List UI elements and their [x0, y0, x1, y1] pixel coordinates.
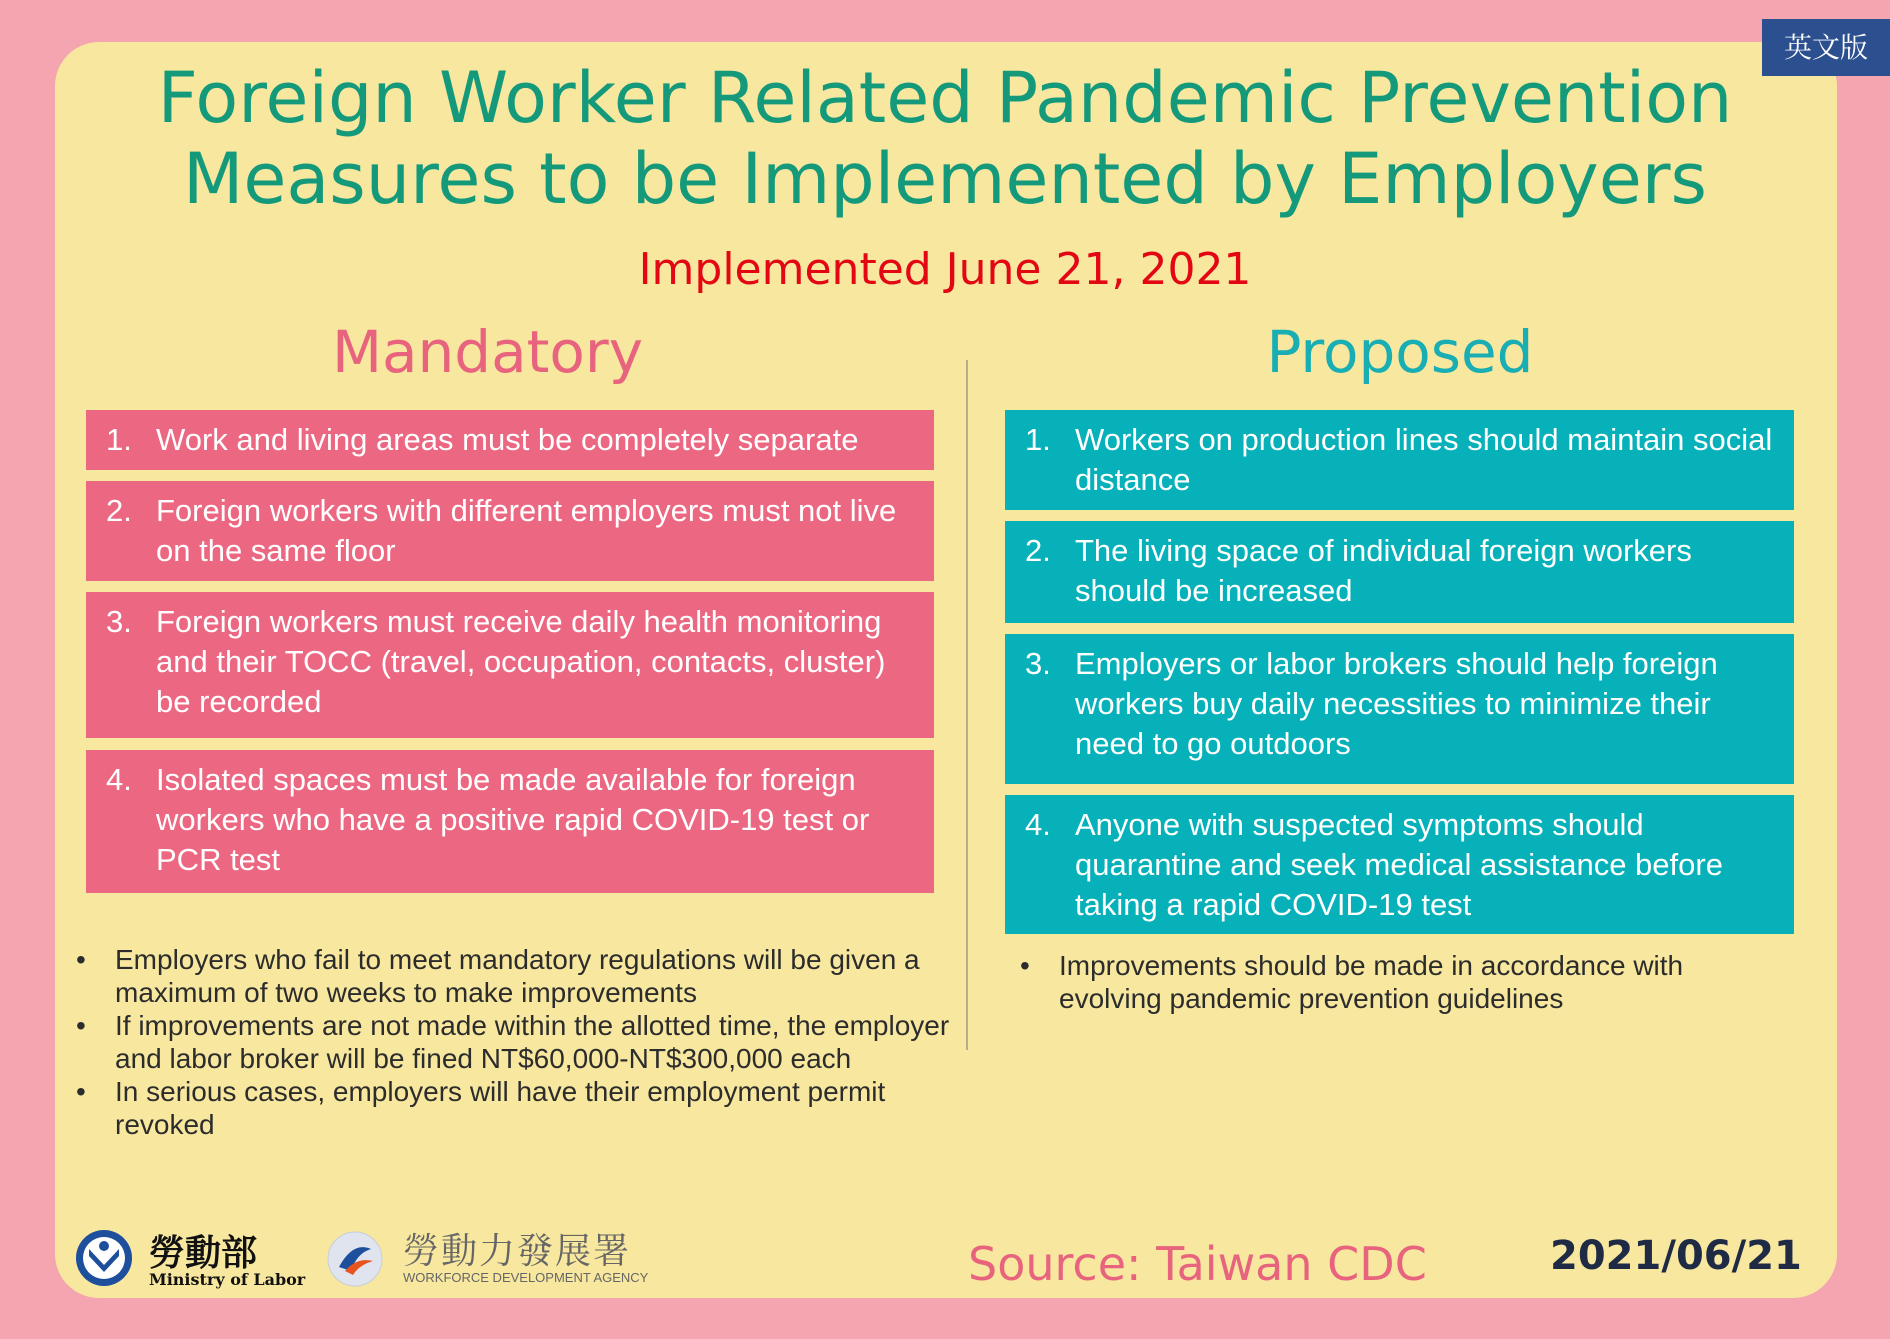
mandatory-notes [76, 943, 956, 1141]
item-number: 3. [106, 604, 132, 639]
title-line-1: Foreign Worker Related Pandemic Prevention [157, 57, 1733, 139]
bullet-icon: • [76, 944, 86, 975]
source-credit: Source: Taiwan CDC [968, 1237, 1427, 1291]
mandatory-heading: Mandatory [331, 318, 644, 386]
item-text: The living space of individual foreign workers should be increased [1075, 533, 1692, 608]
bullet-icon: • [1020, 950, 1030, 981]
note-item: • Employers who fail to meet mandatory regulations will be given a maximum of two weeks to make improvements [76, 944, 920, 1008]
workforce-agency-logo-icon [327, 1231, 383, 1287]
mandatory-item [86, 592, 934, 738]
column-divider [966, 360, 968, 1050]
item-number: 4. [106, 762, 132, 797]
agency-chinese-name: 勞動力發展署 [403, 1231, 632, 1272]
item-number: 2. [106, 493, 132, 528]
proposed-item [1005, 410, 1794, 510]
proposed-item [1005, 634, 1794, 784]
item-number: 2. [1025, 533, 1051, 568]
item-text: Workers on production lines should maintain social distance [1075, 422, 1773, 497]
language-badge[interactable]: 英文版 [1762, 19, 1890, 76]
page-title [0, 58, 1890, 220]
proposed-item [1005, 795, 1794, 934]
item-number: 4. [1025, 807, 1051, 842]
item-text: Anyone with suspected symptoms should quarantine and seek medical assistance before taking a rapid COVID-19 test [1075, 807, 1723, 922]
proposed-item [1005, 521, 1794, 623]
proposed-notes [1020, 949, 1760, 1015]
item-text: Employers or labor brokers should help foreign workers buy daily necessities to minimize their need to go outdoors [1075, 646, 1718, 761]
note-item: • Improvements should be made in accordance with evolving pandemic prevention guidelines [1020, 950, 1684, 1014]
note-item: • In serious cases, employers will have their employment permit revoked [76, 1076, 886, 1140]
ministry-english-name: Ministry of Labor [149, 1270, 306, 1289]
mandatory-item [86, 410, 934, 470]
item-number: 1. [1025, 422, 1051, 457]
title-line-2: Measures to be Implemented by Employers [182, 138, 1708, 220]
publish-date: 2021/06/21 [1550, 1233, 1802, 1279]
item-text: Work and living areas must be completely separate [156, 422, 859, 457]
agency-english-name: WORKFORCE DEVELOPMENT AGENCY [403, 1270, 649, 1285]
item-text: Foreign workers must receive daily health monitoring and their TOCC (travel, occupation, contacts, cluster) be recorded [156, 604, 886, 719]
ministry-of-labor-logo-icon [75, 1229, 133, 1287]
mandatory-item [86, 481, 934, 581]
item-text: Foreign workers with different employers must not live on the same floor [156, 493, 897, 568]
bullet-icon: • [76, 1010, 86, 1041]
implementation-date: Implemented June 21, 2021 [638, 244, 1252, 295]
item-number: 3. [1025, 646, 1051, 681]
ministry-chinese-name: 勞動部 [149, 1233, 258, 1274]
item-text: Isolated spaces must be made available for foreign workers who have a positive rapid COVID-19 test or PCR test [156, 762, 870, 877]
note-item: • If improvements are not made within the allotted time, the employer and labor broker will be fined NT$60,000-NT$300,000 each [76, 1010, 950, 1074]
proposed-heading: Proposed [1266, 318, 1534, 386]
mandatory-item [86, 750, 934, 893]
item-number: 1. [106, 422, 132, 457]
bullet-icon: • [76, 1076, 86, 1107]
